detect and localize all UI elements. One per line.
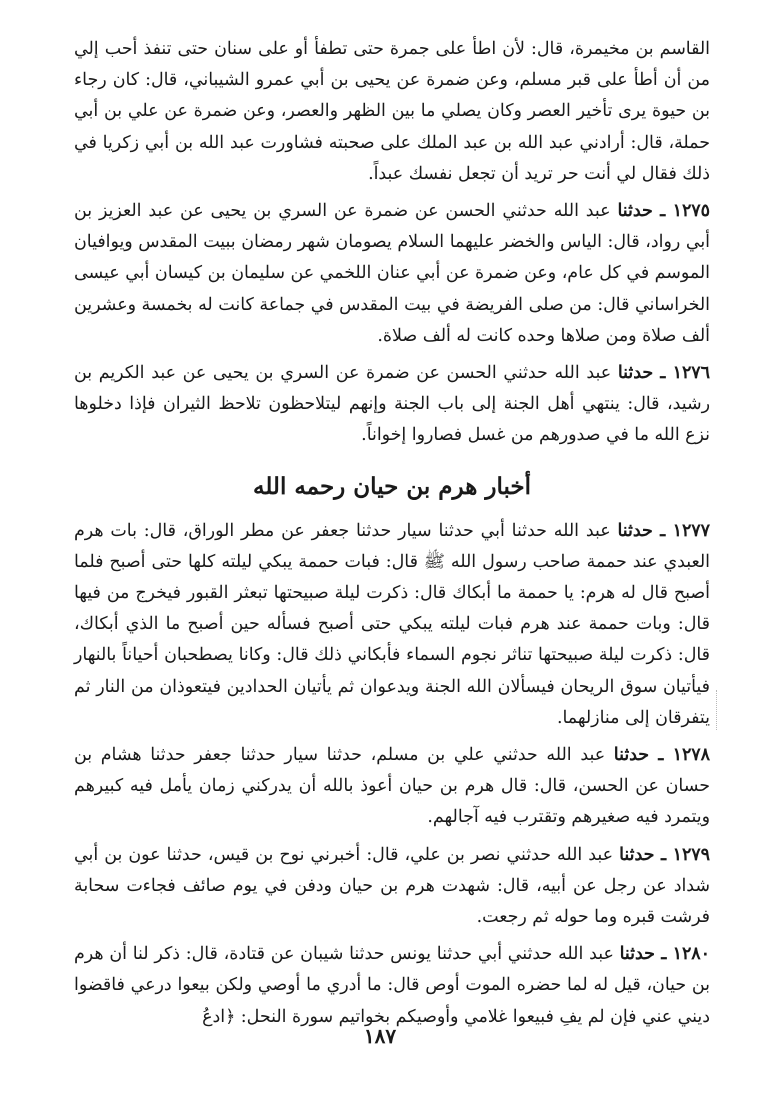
chapter-title: أخبار هرم بن حيان رحمه الله — [252, 472, 532, 500]
entry-number: ١٢٧٧ — [672, 520, 710, 541]
haddathana-keyword: حدثنا — [617, 363, 654, 384]
entry-number: ١٢٧٦ — [672, 363, 710, 384]
haddathana-keyword: حدثنا — [613, 745, 650, 766]
page-number: ١٨٧ — [363, 1024, 397, 1048]
entry-dash: ـ — [649, 745, 673, 766]
entry-text: عبد الله حدثني الحسن عن ضمرة عن السري بن يحيى عن عبد العزيز بن أبي رواد، قال: الياس والخضر عليهما السلام يصومان شهر رمضان ببيت المقدس ويوافيان الموسم في كل عام، وعن ضمرة عن أبي عنان اللخمي عن سليمان بن كيسان أبي عيسى الخراساني قال: من صلى الفريضة في بيت المقدس في جماعة كانت له بخمسة وعشرين ألف صلاة ومن صلاها وحده كانت له ألف صلاة. — [74, 201, 710, 346]
entry-number: ١٢٧٥ — [672, 201, 710, 222]
hadith-entry-1275 — [74, 196, 710, 352]
entry-number: ١٢٨٠ — [672, 944, 710, 965]
hadith-entry-1278 — [74, 740, 710, 834]
entry-dash: ـ — [654, 944, 673, 965]
haddathana-keyword: حدثنا — [619, 944, 655, 965]
entry-dash: ـ — [652, 520, 673, 541]
haddathana-keyword: حدثنا — [619, 844, 655, 865]
entry-text: عبد الله حدثني علي بن مسلم، حدثنا سيار حدثنا جعفر حدثنا هشام بن حسان عن الحسن، قال: قال هرم بن حيان أعوذ بالله أن يدركني زمان يأمل فيه كبيرهم ويتمرد فيه صغيرهم وتقترب فيه آجالهم. — [74, 745, 710, 828]
entry-dash: ـ — [654, 844, 673, 865]
scan-margin-mark — [716, 690, 720, 730]
hadith-entry-1277 — [74, 516, 710, 734]
intro-text: القاسم بن مخيمرة، قال: لأن اطأ على جمرة حتى تطفأ أو على سنان حتى تنفذ أحب إلي من أن أطأ على قبر مسلم، وعن ضمرة عن يحيى بن أبي عمرو الشيباني، قال: كان رجاء بن حيوة يرى تأخير العصر وكان يصلي ما بين الظهر والعصر، وعن ضمرة عن علي بن أبي حملة، قال: أرادني عبد الله بن عبد الملك على صحبته فشاورت عبد الله بن أبي زكريا في ذلك فقال لي أنت حر تريد أن تجعل نفسك عبداً. — [74, 39, 710, 184]
haddathana-keyword: حدثنا — [617, 520, 653, 541]
hadith-entry-1276 — [74, 358, 710, 452]
entry-number: ١٢٧٩ — [672, 844, 710, 865]
entry-dash: ـ — [653, 363, 673, 384]
hadith-entry-1280 — [74, 939, 710, 1033]
intro-paragraph — [74, 34, 710, 190]
haddathana-keyword: حدثنا — [617, 201, 653, 222]
entry-number: ١٢٧٨ — [672, 745, 710, 766]
entry-text: عبد الله حدثني الحسن عن ضمرة عن السري بن يحيى عن عبد الكريم بن رشيد، قال: ينتهي أهل الجنة إلى باب الجنة وإنهم ليتلاحظون تلاحظ الثيران فإذا دخلوها نزع الله ما في صدورهم من غسل فصاروا إخواناً. — [74, 363, 710, 446]
entry-text: عبد الله حدثني أبي حدثنا يونس حدثنا شيبان عن قتادة، قال: ذكر لنا أن هرم بن حيان، قيل له لما حضره الموت أوص قال: ما أدري ما أوصي ولكن بيعوا درعي فاقضوا ديني عني فإن لم يفِ فبيعوا غلامي وأوصيكم بخواتيم سورة النحل: ﴿ادعُ — [74, 944, 710, 1027]
book-page — [74, 34, 710, 1039]
hadith-entry-1279 — [74, 840, 710, 934]
entry-dash: ـ — [652, 201, 673, 222]
entry-text: عبد الله حدثني نصر بن علي، قال: أخبرني نوح بن قيس، حدثنا عون بن أبي شداد عن رجل عن أبيه، قال: شهدت هرم بن حيان ودفن في يوم صائف فجاءت سحابة فرشت قبره وما حوله ثم رجعت. — [74, 844, 710, 928]
entry-text: عبد الله حدثنا أبي حدثنا سيار حدثنا جعفر عن مطر الوراق، قال: بات هرم العبدي عند حممة صاحب رسول الله ﷺ قال: فبات حممة يبكي ليلته كلها حتى أصبح فلما أصبح قال له هرم: يا حممة ما أبكاك قال: ذكرت ليلة صبيحتها تبعثر القبور فيخرج من فيها قال: وبات حممة عند هرم فبات ليلته يبكي حتى أصبح فسأله حين أصبح ما الذي أبكاك، قال: ذكرت ليلة صبيحتها تناثر نجوم السماء فأبكاني ذلك قال: وكانا يصطحبان أحياناً بالنهار فيأتيان سوق الريحان فيسألان الله الجنة ويدعوان ثم يأتيان الحدادين فيتعوذان من النار ثم يتفرقان إلى منازلهما. — [74, 520, 710, 728]
